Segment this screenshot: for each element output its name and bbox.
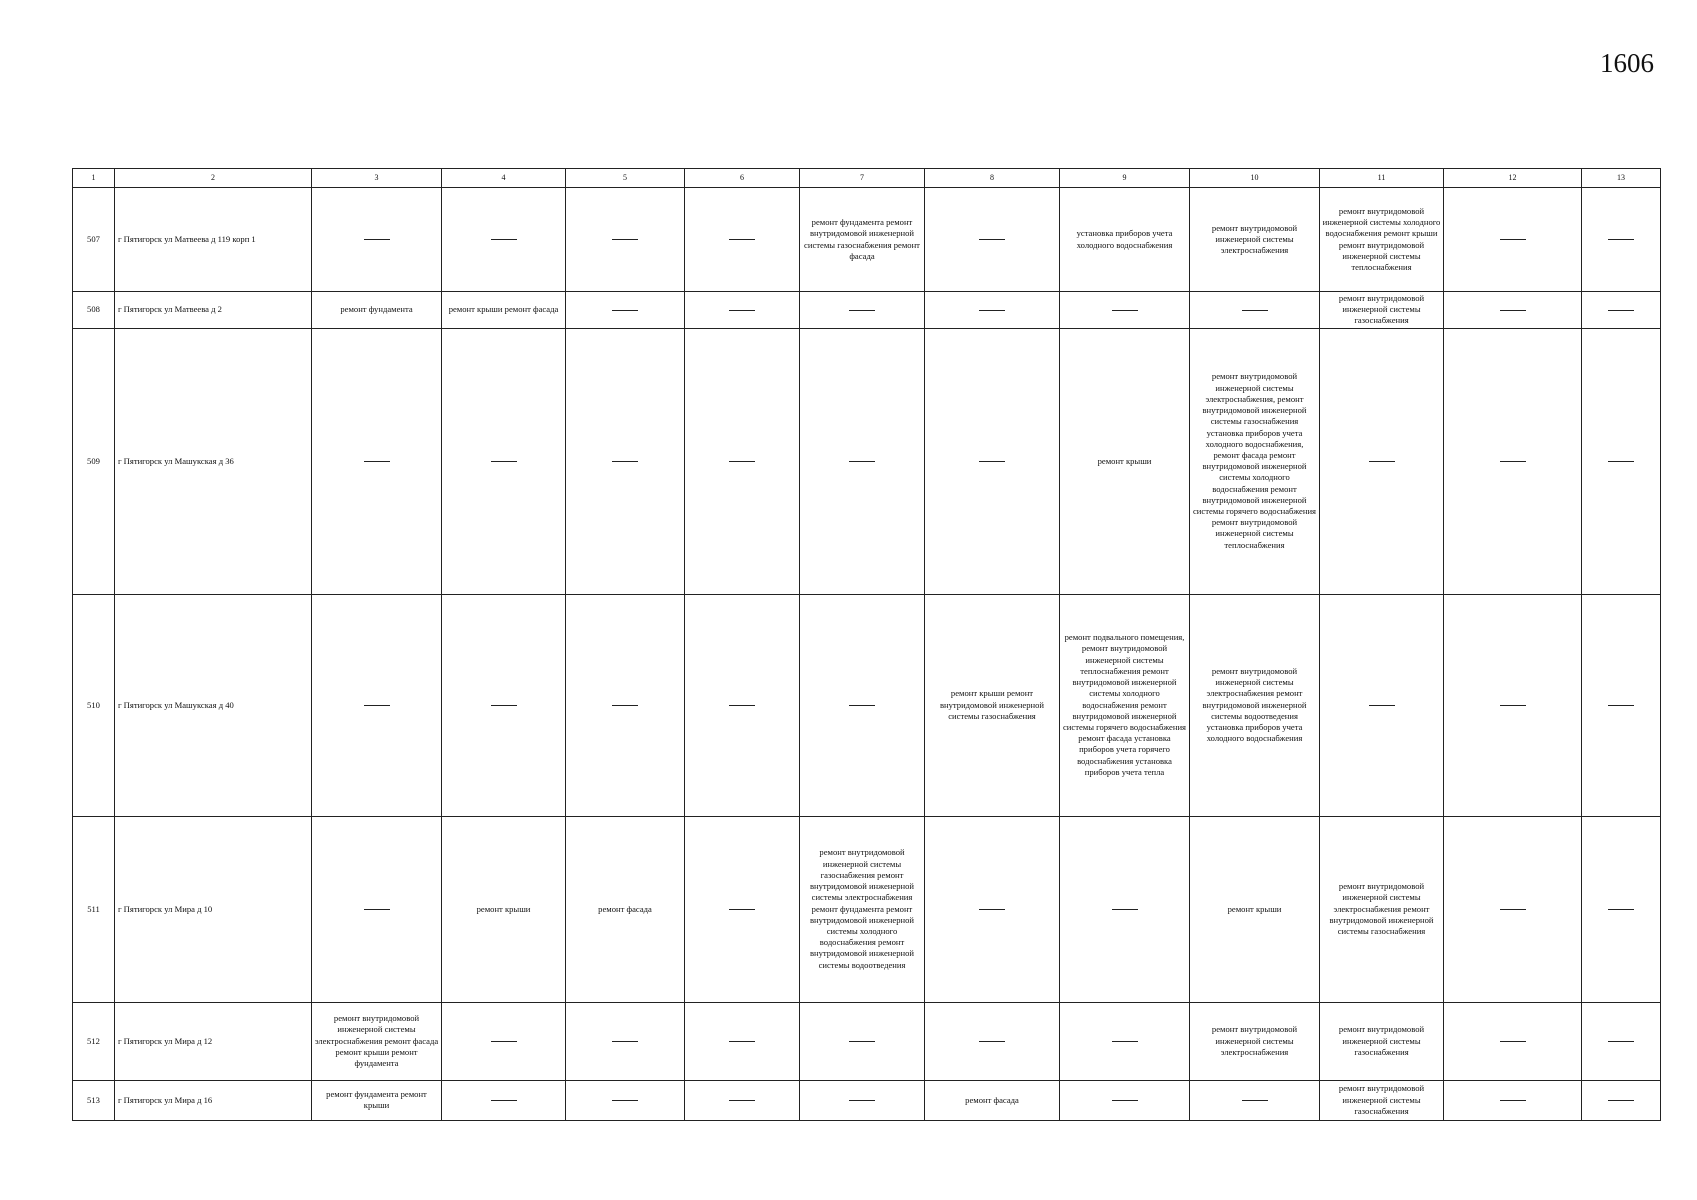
dash-mark bbox=[1608, 310, 1634, 311]
dash-mark bbox=[729, 1041, 755, 1042]
column-number: 10 bbox=[1190, 169, 1320, 188]
column-number-row bbox=[73, 169, 1661, 188]
dash-mark bbox=[729, 909, 755, 910]
dash-mark bbox=[612, 310, 638, 311]
dash-mark bbox=[979, 461, 1005, 462]
empty-cell bbox=[442, 328, 566, 594]
dash-mark bbox=[849, 705, 875, 706]
work-cell: ремонт фундамента bbox=[312, 292, 442, 329]
empty-cell bbox=[685, 1002, 800, 1080]
dash-mark bbox=[612, 461, 638, 462]
dash-mark bbox=[612, 1041, 638, 1042]
empty-cell bbox=[800, 594, 925, 816]
dash-mark bbox=[1608, 1100, 1634, 1101]
repair-schedule-table bbox=[72, 168, 1661, 1121]
dash-mark bbox=[1608, 461, 1634, 462]
dash-mark bbox=[1500, 909, 1526, 910]
empty-cell bbox=[925, 816, 1060, 1002]
dash-mark bbox=[729, 310, 755, 311]
empty-cell bbox=[685, 816, 800, 1002]
work-cell: ремонт крыши bbox=[1060, 328, 1190, 594]
dash-mark bbox=[729, 1100, 755, 1101]
empty-cell bbox=[1444, 292, 1582, 329]
dash-mark bbox=[729, 461, 755, 462]
dash-mark bbox=[1112, 909, 1138, 910]
empty-cell bbox=[566, 292, 685, 329]
work-cell: ремонт фасада bbox=[566, 816, 685, 1002]
address-cell: г Пятигорск ул Машукская д 40 bbox=[115, 594, 312, 816]
empty-cell bbox=[1444, 594, 1582, 816]
work-cell: ремонт фундамента ремонт внутридомовой инженерной системы газоснабжения ремонт фасада bbox=[800, 188, 925, 292]
address-cell: г Пятигорск ул Мира д 16 bbox=[115, 1080, 312, 1120]
work-cell: ремонт внутридомовой инженерной системы электроснабжения ремонт внутридомовой инженерной системы газоснабжения bbox=[1320, 816, 1444, 1002]
empty-cell bbox=[1582, 1080, 1661, 1120]
work-cell: ремонт внутридомовой инженерной системы холодного водоснабжения ремонт крыши ремонт внутридомовой инженерной системы теплоснабжения bbox=[1320, 188, 1444, 292]
work-cell: ремонт внутридомовой инженерной системы электроснабжения bbox=[1190, 188, 1320, 292]
address-cell: г Пятигорск ул Мира д 12 bbox=[115, 1002, 312, 1080]
table-row bbox=[73, 594, 1661, 816]
empty-cell bbox=[442, 188, 566, 292]
table-row bbox=[73, 1080, 1661, 1120]
dash-mark bbox=[612, 239, 638, 240]
dash-mark bbox=[612, 1100, 638, 1101]
empty-cell bbox=[1060, 1002, 1190, 1080]
dash-mark bbox=[491, 239, 517, 240]
empty-cell bbox=[1190, 1080, 1320, 1120]
address-cell: г Пятигорск ул Мира д 10 bbox=[115, 816, 312, 1002]
row-number: 509 bbox=[73, 328, 115, 594]
work-cell: ремонт фундамента ремонт крыши bbox=[312, 1080, 442, 1120]
empty-cell bbox=[566, 328, 685, 594]
row-number: 508 bbox=[73, 292, 115, 329]
empty-cell bbox=[1444, 188, 1582, 292]
dash-mark bbox=[364, 705, 390, 706]
empty-cell bbox=[925, 1002, 1060, 1080]
column-number: 7 bbox=[800, 169, 925, 188]
empty-cell bbox=[1582, 1002, 1661, 1080]
empty-cell bbox=[800, 1002, 925, 1080]
dash-mark bbox=[849, 310, 875, 311]
empty-cell bbox=[1320, 328, 1444, 594]
work-cell: ремонт крыши ремонт внутридомовой инженерной системы газоснабжения bbox=[925, 594, 1060, 816]
empty-cell bbox=[312, 328, 442, 594]
dash-mark bbox=[979, 909, 1005, 910]
column-number: 2 bbox=[115, 169, 312, 188]
empty-cell bbox=[1060, 1080, 1190, 1120]
address-cell: г Пятигорск ул Матвеева д 2 bbox=[115, 292, 312, 329]
empty-cell bbox=[800, 292, 925, 329]
dash-mark bbox=[1608, 1041, 1634, 1042]
dash-mark bbox=[1242, 1100, 1268, 1101]
empty-cell bbox=[800, 328, 925, 594]
empty-cell bbox=[442, 594, 566, 816]
empty-cell bbox=[312, 188, 442, 292]
dash-mark bbox=[729, 705, 755, 706]
empty-cell bbox=[1444, 1080, 1582, 1120]
work-cell: ремонт внутридомовой инженерной системы газоснабжения ремонт внутридомовой инженерной системы электроснабжения ремонт фундамента ремонт внутридомовой инженерной системы холодного водоснабжения ремонт внутридомовой инженерной системы водоотведения bbox=[800, 816, 925, 1002]
column-number: 13 bbox=[1582, 169, 1661, 188]
dash-mark bbox=[612, 705, 638, 706]
address-cell: г Пятигорск ул Матвеева д 119 корп 1 bbox=[115, 188, 312, 292]
table-row bbox=[73, 816, 1661, 1002]
row-number: 511 bbox=[73, 816, 115, 1002]
page-number: 1606 bbox=[1600, 48, 1654, 78]
dash-mark bbox=[1112, 310, 1138, 311]
dash-mark bbox=[1608, 909, 1634, 910]
work-cell: ремонт внутридомовой инженерной системы газоснабжения bbox=[1320, 1080, 1444, 1120]
empty-cell bbox=[1444, 816, 1582, 1002]
empty-cell bbox=[1060, 816, 1190, 1002]
empty-cell bbox=[925, 188, 1060, 292]
empty-cell bbox=[1444, 1002, 1582, 1080]
dash-mark bbox=[849, 1041, 875, 1042]
dash-mark bbox=[491, 1041, 517, 1042]
work-cell: ремонт внутридомовой инженерной системы электроснабжения, ремонт внутридомовой инженерной системы газоснабжения установка приборов учета холодного водоснабжения, ремонт фасада ремонт внутридомовой инженерной системы холодного водоснабжения ремонт внутридомовой инженерной системы горячего водоснабжения ремонт внутридомовой инженерной системы теплоснабжения bbox=[1190, 328, 1320, 594]
empty-cell bbox=[1444, 328, 1582, 594]
dash-mark bbox=[1500, 461, 1526, 462]
column-number: 8 bbox=[925, 169, 1060, 188]
dash-mark bbox=[979, 310, 1005, 311]
column-number: 11 bbox=[1320, 169, 1444, 188]
work-cell: ремонт крыши ремонт фасада bbox=[442, 292, 566, 329]
table-row bbox=[73, 328, 1661, 594]
dash-mark bbox=[849, 1100, 875, 1101]
empty-cell bbox=[685, 328, 800, 594]
row-number: 512 bbox=[73, 1002, 115, 1080]
dash-mark bbox=[1242, 310, 1268, 311]
empty-cell bbox=[566, 1080, 685, 1120]
dash-mark bbox=[1608, 705, 1634, 706]
work-cell: ремонт внутридомовой инженерной системы электроснабжения ремонт внутридомовой инженерной системы водоотведения установка приборов учета холодного водоснабжения bbox=[1190, 594, 1320, 816]
row-number: 513 bbox=[73, 1080, 115, 1120]
column-number: 3 bbox=[312, 169, 442, 188]
empty-cell bbox=[800, 1080, 925, 1120]
address-cell: г Пятигорск ул Машукская д 36 bbox=[115, 328, 312, 594]
column-number: 12 bbox=[1444, 169, 1582, 188]
empty-cell bbox=[1582, 292, 1661, 329]
dash-mark bbox=[1500, 1100, 1526, 1101]
column-number: 4 bbox=[442, 169, 566, 188]
empty-cell bbox=[1582, 816, 1661, 1002]
work-cell: ремонт крыши bbox=[442, 816, 566, 1002]
column-number: 5 bbox=[566, 169, 685, 188]
column-number: 9 bbox=[1060, 169, 1190, 188]
table-row bbox=[73, 1002, 1661, 1080]
dash-mark bbox=[364, 909, 390, 910]
empty-cell bbox=[1060, 292, 1190, 329]
empty-cell bbox=[566, 594, 685, 816]
empty-cell bbox=[1582, 188, 1661, 292]
empty-cell bbox=[566, 188, 685, 292]
empty-cell bbox=[312, 594, 442, 816]
dash-mark bbox=[979, 239, 1005, 240]
empty-cell bbox=[442, 1080, 566, 1120]
dash-mark bbox=[1500, 310, 1526, 311]
dash-mark bbox=[1112, 1100, 1138, 1101]
empty-cell bbox=[1582, 594, 1661, 816]
dash-mark bbox=[849, 461, 875, 462]
work-cell: ремонт внутридомовой инженерной системы газоснабжения bbox=[1320, 1002, 1444, 1080]
empty-cell bbox=[685, 188, 800, 292]
dash-mark bbox=[491, 461, 517, 462]
dash-mark bbox=[1608, 239, 1634, 240]
empty-cell bbox=[312, 816, 442, 1002]
dash-mark bbox=[491, 1100, 517, 1101]
row-number: 507 bbox=[73, 188, 115, 292]
dash-mark bbox=[1112, 1041, 1138, 1042]
dash-mark bbox=[364, 239, 390, 240]
work-cell: ремонт внутридомовой инженерной системы электроснабжения bbox=[1190, 1002, 1320, 1080]
empty-cell bbox=[685, 292, 800, 329]
work-cell: ремонт крыши bbox=[1190, 816, 1320, 1002]
work-cell: ремонт внутридомовой инженерной системы электроснабжения ремонт фасада ремонт крыши ремонт фундамента bbox=[312, 1002, 442, 1080]
work-cell: установка приборов учета холодного водоснабжения bbox=[1060, 188, 1190, 292]
dash-mark bbox=[1500, 705, 1526, 706]
dash-mark bbox=[979, 1041, 1005, 1042]
work-cell: ремонт подвального помещения, ремонт внутридомовой инженерной системы теплоснабжения ремонт внутридомовой инженерной системы холодного водоснабжения ремонт внутридомовой инженерной системы горячего водоснабжения ремонт фасада установка приборов учета горячего водоснабжения установка приборов учета тепла bbox=[1060, 594, 1190, 816]
work-cell: ремонт фасада bbox=[925, 1080, 1060, 1120]
dash-mark bbox=[364, 461, 390, 462]
column-number: 1 bbox=[73, 169, 115, 188]
dash-mark bbox=[1369, 705, 1395, 706]
table-row bbox=[73, 188, 1661, 292]
empty-cell bbox=[1582, 328, 1661, 594]
empty-cell bbox=[566, 1002, 685, 1080]
empty-cell bbox=[925, 292, 1060, 329]
dash-mark bbox=[1369, 461, 1395, 462]
empty-cell bbox=[1190, 292, 1320, 329]
column-number: 6 bbox=[685, 169, 800, 188]
dash-mark bbox=[1500, 239, 1526, 240]
empty-cell bbox=[685, 1080, 800, 1120]
empty-cell bbox=[1320, 594, 1444, 816]
empty-cell bbox=[442, 1002, 566, 1080]
empty-cell bbox=[925, 328, 1060, 594]
table-row bbox=[73, 292, 1661, 329]
dash-mark bbox=[729, 239, 755, 240]
dash-mark bbox=[491, 705, 517, 706]
row-number: 510 bbox=[73, 594, 115, 816]
dash-mark bbox=[1500, 1041, 1526, 1042]
work-cell: ремонт внутридомовой инженерной системы газоснабжения bbox=[1320, 292, 1444, 329]
empty-cell bbox=[685, 594, 800, 816]
